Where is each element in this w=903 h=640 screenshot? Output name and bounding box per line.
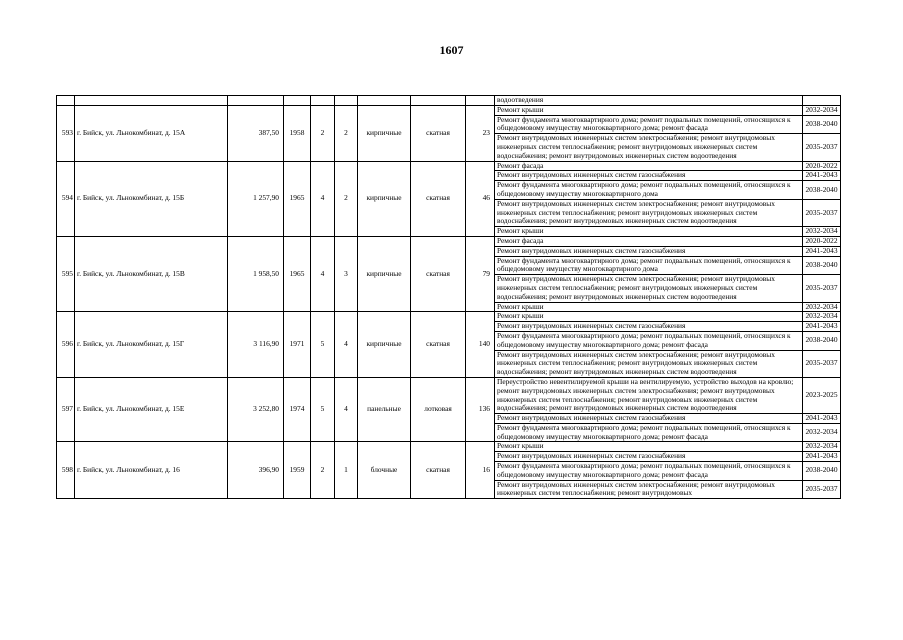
building-year: 1974 xyxy=(284,377,311,442)
work-period: 2041-2043 xyxy=(803,322,841,332)
building-year: 1965 xyxy=(284,236,311,311)
building-area: 387,50 xyxy=(228,105,284,161)
work-description: Ремонт крыши xyxy=(495,105,803,115)
building-number: 597 xyxy=(57,377,75,442)
work-period: 2032-2034 xyxy=(803,105,841,115)
work-description: Ремонт внутридомовых инженерных систем электроснабжения; ремонт внутридомовых инженерных систем теплоснабжения; ремонт внутридомовых инженерных систем водоснабжения; ремонт внутридомовых инженерных систем водоотведения xyxy=(495,350,803,377)
building-address: г. Бийск, ул. Льнокомбинат, д. 15Б xyxy=(75,161,228,236)
building-address: г. Бийск, ул. Льнокомбинат, д. 15Е xyxy=(75,377,228,442)
wall-material: кирпичные xyxy=(358,161,411,236)
building-address: г. Бийск, ул. Льнокомбинат, д. 16 xyxy=(75,442,228,499)
work-description: Ремонт внутридомовых инженерных систем электроснабжения; ремонт внутридомовых инженерных систем теплоснабжения; ремонт внутридомовых инженерных систем водоснабжения; ремонт внутридомовых инженерных систем водоотведения xyxy=(495,275,803,302)
work-period: 2038-2040 xyxy=(803,115,841,134)
work-description: Ремонт внутридомовых инженерных систем электроснабжения; ремонт внутридомовых инженерных систем теплоснабжения; ремонт внутридомовых xyxy=(495,480,803,499)
wall-material: панельные xyxy=(358,377,411,442)
work-description: Ремонт внутридомовых инженерных систем газоснабжения xyxy=(495,414,803,424)
building-row xyxy=(57,236,841,246)
wall-material: блочные xyxy=(358,442,411,499)
building-area: 3 252,80 xyxy=(228,377,284,442)
building-year: 1958 xyxy=(284,105,311,161)
building-entrances: 3 xyxy=(335,236,358,311)
work-description: Ремонт фасада xyxy=(495,236,803,246)
work-period: 2035-2037 xyxy=(803,199,841,226)
residents-count: 23 xyxy=(466,105,495,161)
continuation-row xyxy=(57,96,841,106)
work-period: 2032-2034 xyxy=(803,312,841,322)
building-floors: 5 xyxy=(311,377,335,442)
wall-material: кирпичные xyxy=(358,312,411,378)
roof-type: скатная xyxy=(411,161,466,236)
building-number: 593 xyxy=(57,105,75,161)
residents-count: 140 xyxy=(466,312,495,378)
work-period xyxy=(803,96,841,106)
work-period: 2023-2025 xyxy=(803,377,841,413)
work-period: 2038-2040 xyxy=(803,462,841,481)
building-area: 1 958,50 xyxy=(228,236,284,311)
work-period: 2041-2043 xyxy=(803,414,841,424)
wall-material: кирпичные xyxy=(358,105,411,161)
building-floors: 4 xyxy=(311,161,335,236)
building-number: 596 xyxy=(57,312,75,378)
building-number: 598 xyxy=(57,442,75,499)
building-address: г. Бийск, ул. Льнокомбинат, д. 15А xyxy=(75,105,228,161)
building-floors: 5 xyxy=(311,312,335,378)
building-area: 3 116,90 xyxy=(228,312,284,378)
work-period: 2041-2043 xyxy=(803,452,841,462)
roof-type: лотковая xyxy=(411,377,466,442)
building-address: г. Бийск, ул. Льнокомбинат, д. 15Г xyxy=(75,312,228,378)
work-description: Ремонт внутридомовых инженерных систем газоснабжения xyxy=(495,246,803,256)
residents-count: 79 xyxy=(466,236,495,311)
building-address: г. Бийск, ул. Льнокомбинат, д. 15В xyxy=(75,236,228,311)
page-number: 1607 xyxy=(439,43,464,57)
work-description: Ремонт крыши xyxy=(495,312,803,322)
building-floors: 4 xyxy=(311,236,335,311)
residents-count: 46 xyxy=(466,161,495,236)
work-period: 2035-2037 xyxy=(803,275,841,302)
work-description: Ремонт фундамента многоквартирного дома; ремонт подвальных помещений, относящихся к общедомовому имуществу многоквартирного дома xyxy=(495,256,803,275)
building-entrances: 4 xyxy=(335,312,358,378)
building-row xyxy=(57,105,841,115)
building-number: 595 xyxy=(57,236,75,311)
work-description: Ремонт крыши xyxy=(495,302,803,312)
work-description: Ремонт фундамента многоквартирного дома; ремонт подвальных помещений, относящихся к общедомовому имуществу многоквартирного дома; ремонт фасада xyxy=(495,423,803,442)
work-period: 2041-2043 xyxy=(803,171,841,181)
building-row xyxy=(57,312,841,322)
building-floors: 2 xyxy=(311,442,335,499)
work-description: Ремонт внутридомовых инженерных систем электроснабжения; ремонт внутридомовых инженерных систем теплоснабжения; ремонт внутридомовых инженерных систем водоснабжения; ремонт внутридомовых инженерных систем водоотведения xyxy=(495,134,803,161)
work-description: Ремонт фундамента многоквартирного дома; ремонт подвальных помещений, относящихся к общедомовому имуществу многоквартирного дома; ремонт фасада xyxy=(495,331,803,350)
building-number: 594 xyxy=(57,161,75,236)
roof-type: скатная xyxy=(411,442,466,499)
building-entrances: 1 xyxy=(335,442,358,499)
work-description: Ремонт крыши xyxy=(495,442,803,452)
work-description: Ремонт фундамента многоквартирного дома; ремонт подвальных помещений, относящихся к общедомовому имуществу многоквартирного дома; ремонт фасада xyxy=(495,115,803,134)
building-entrances: 2 xyxy=(335,161,358,236)
work-period: 2035-2037 xyxy=(803,480,841,499)
building-entrances: 4 xyxy=(335,377,358,442)
work-period: 2032-2034 xyxy=(803,302,841,312)
work-description: Ремонт внутридомовых инженерных систем газоснабжения xyxy=(495,452,803,462)
table-body xyxy=(57,96,841,499)
building-entrances: 2 xyxy=(335,105,358,161)
work-description: Ремонт фундамента многоквартирного дома; ремонт подвальных помещений, относящихся к общедомовому имуществу многоквартирного дома; ремонт фасада xyxy=(495,462,803,481)
building-row xyxy=(57,442,841,452)
building-area: 1 257,90 xyxy=(228,161,284,236)
building-row xyxy=(57,161,841,171)
building-area: 396,90 xyxy=(228,442,284,499)
building-floors: 2 xyxy=(311,105,335,161)
work-period: 2041-2043 xyxy=(803,246,841,256)
work-description: Переустройство невентилируемой крыши на вентилируемую, устройство выходов на кровлю; ремонт внутридомовых инженерных систем электроснабжения; ремонт внутридомовых инженерных систем теплоснабжения; ремонт внутридомовых инженерных систем водоснабжения; ремонт внутридомовых инженерных систем водоотведения xyxy=(495,377,803,413)
wall-material: кирпичные xyxy=(358,236,411,311)
building-year: 1965 xyxy=(284,161,311,236)
work-period: 2038-2040 xyxy=(803,256,841,275)
work-description: Ремонт внутридомовых инженерных систем электроснабжения; ремонт внутридомовых инженерных систем теплоснабжения; ремонт внутридомовых инженерных систем водоснабжения; ремонт внутридомовых инженерных систем водоотведения xyxy=(495,199,803,226)
work-description: Ремонт крыши xyxy=(495,227,803,237)
work-period: 2020-2022 xyxy=(803,161,841,171)
work-description: Ремонт внутридомовых инженерных систем газоснабжения xyxy=(495,171,803,181)
work-period: 2032-2034 xyxy=(803,423,841,442)
capital-repair-table xyxy=(56,95,841,499)
work-description: водоотведения xyxy=(495,96,803,106)
work-period: 2035-2037 xyxy=(803,350,841,377)
work-description: Ремонт фундамента многоквартирного дома; ремонт подвальных помещений, относящихся к общедомовому имуществу многоквартирного дома xyxy=(495,181,803,200)
work-period: 2038-2040 xyxy=(803,331,841,350)
roof-type: скатная xyxy=(411,312,466,378)
work-period: 2032-2034 xyxy=(803,227,841,237)
work-period: 2032-2034 xyxy=(803,442,841,452)
building-year: 1971 xyxy=(284,312,311,378)
work-description: Ремонт внутридомовых инженерных систем газоснабжения xyxy=(495,322,803,332)
roof-type: скатная xyxy=(411,105,466,161)
work-period: 2035-2037 xyxy=(803,134,841,161)
residents-count: 16 xyxy=(466,442,495,499)
work-period: 2038-2040 xyxy=(803,181,841,200)
roof-type: скатная xyxy=(411,236,466,311)
building-year: 1959 xyxy=(284,442,311,499)
residents-count: 136 xyxy=(466,377,495,442)
building-row xyxy=(57,377,841,413)
work-period: 2020-2022 xyxy=(803,236,841,246)
work-description: Ремонт фасада xyxy=(495,161,803,171)
